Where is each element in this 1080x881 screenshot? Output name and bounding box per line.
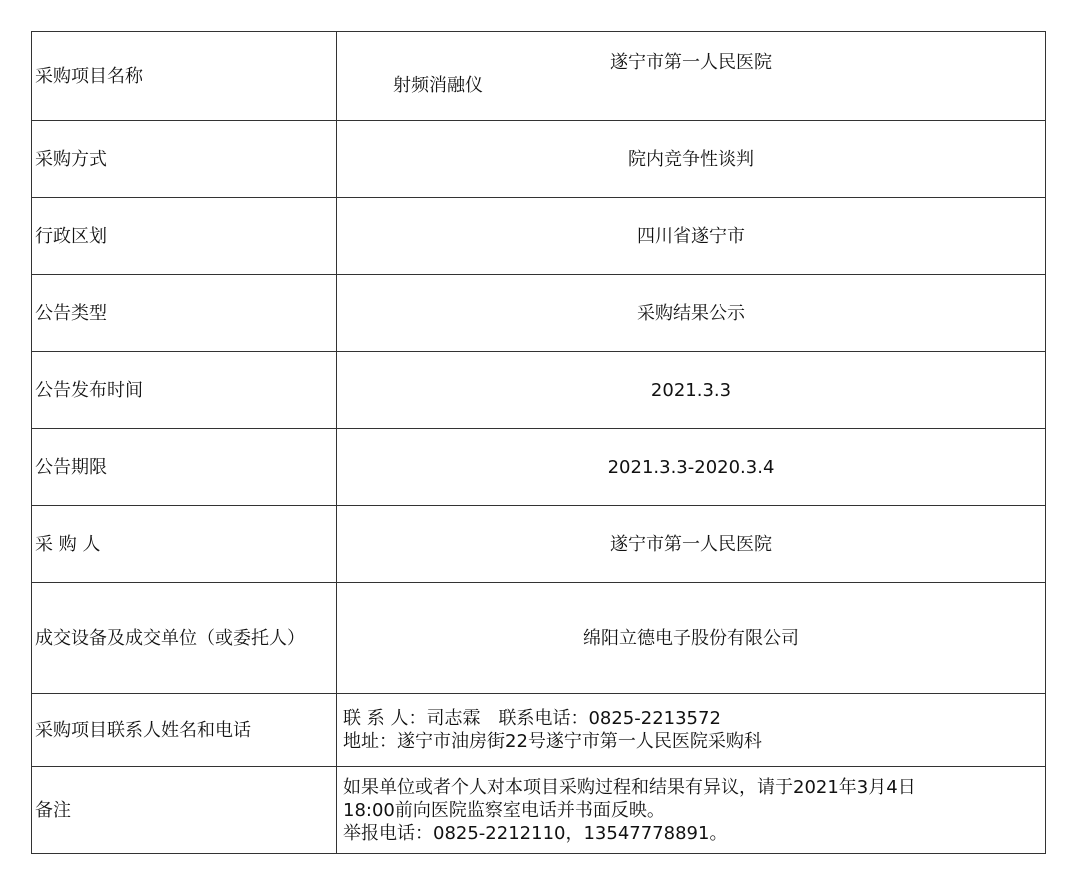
publish-time-value: 2021.3.3 <box>337 352 1046 429</box>
contact-person-phone: 联 系 人：司志霖 联系电话：0825-2213572 <box>343 708 721 729</box>
table-row <box>32 767 1046 854</box>
purchaser-label: 采 购 人 <box>32 506 337 583</box>
notice-type-value: 采购结果公示 <box>337 275 1046 352</box>
method-value: 院内竞争性谈判 <box>337 121 1046 198</box>
table-row <box>32 198 1046 275</box>
purchaser-value: 遂宁市第一人民医院 <box>337 506 1046 583</box>
procurement-info-table <box>31 31 1046 854</box>
project-name-label: 采购项目名称 <box>32 32 337 121</box>
notice-type-label: 公告类型 <box>32 275 337 352</box>
region-label: 行政区划 <box>32 198 337 275</box>
period-label: 公告期限 <box>32 429 337 506</box>
table-row <box>32 506 1046 583</box>
table-row <box>32 583 1046 694</box>
table-row <box>32 32 1046 121</box>
remarks-label: 备注 <box>32 767 337 854</box>
table-row <box>32 352 1046 429</box>
project-name-line1: 遂宁市第一人民医院 <box>610 52 772 73</box>
project-name-line2: 射频消融仪 <box>393 75 483 96</box>
contact-value <box>337 694 1046 767</box>
publish-time-label: 公告发布时间 <box>32 352 337 429</box>
remarks-line2: 18:00前向医院监察室电话并书面反映。 <box>343 799 665 821</box>
remarks-report-phone: 举报电话：0825-2212110，13547778891。 <box>343 822 728 844</box>
table-row <box>32 694 1046 767</box>
contact-address: 地址：遂宁市油房街22号遂宁市第一人民医院采购科 <box>343 731 762 752</box>
contact-label: 采购项目联系人姓名和电话 <box>32 694 337 767</box>
winner-label: 成交设备及成交单位（或委托人） <box>32 583 337 694</box>
remarks-line1: 如果单位或者个人对本项目采购过程和结果有异议，请于2021年3月4日 <box>343 776 916 798</box>
table-row <box>32 429 1046 506</box>
region-value: 四川省遂宁市 <box>337 198 1046 275</box>
method-label: 采购方式 <box>32 121 337 198</box>
winner-value: 绵阳立德电子股份有限公司 <box>337 583 1046 694</box>
project-name-value <box>337 32 1046 121</box>
remarks-value <box>337 767 1046 854</box>
table-row <box>32 121 1046 198</box>
table-row <box>32 275 1046 352</box>
period-value: 2021.3.3-2020.3.4 <box>337 429 1046 506</box>
